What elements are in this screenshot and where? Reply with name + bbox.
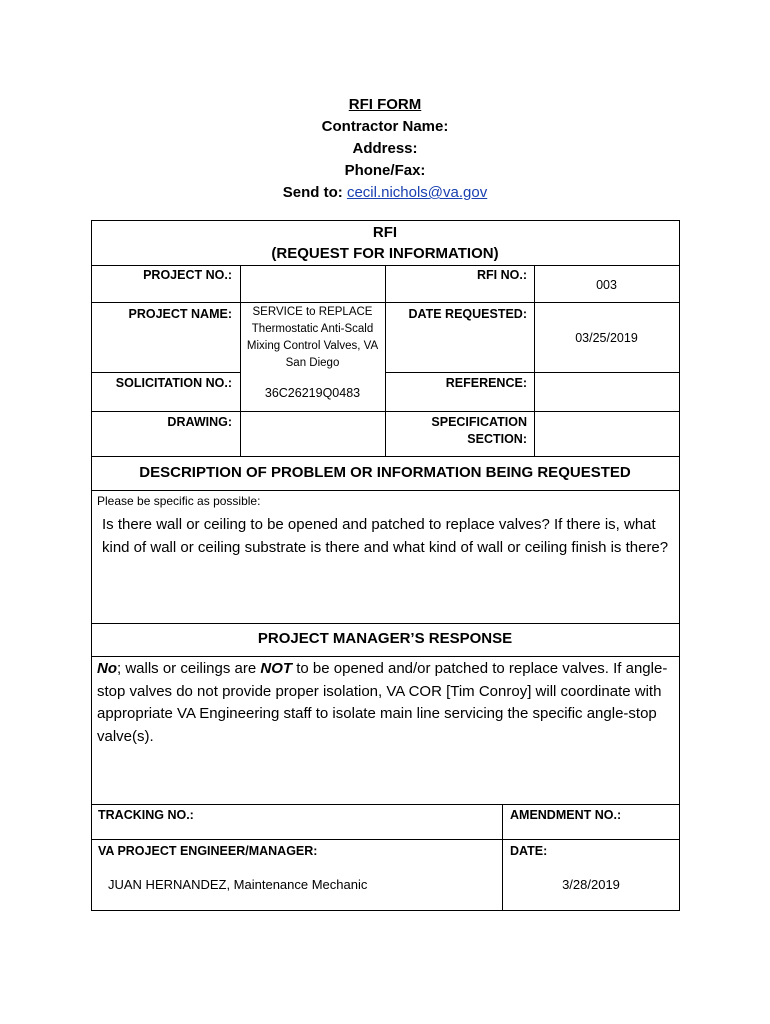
date-requested-label: DATE REQUESTED: [408, 307, 527, 321]
date-field[interactable]: 3/28/2019 [562, 877, 620, 892]
divider [91, 456, 679, 457]
response-not-word: NOT [260, 660, 293, 677]
rfi-no-field[interactable]: 003 [596, 278, 617, 292]
phone-fax-label: Phone/Fax: [344, 162, 426, 179]
tracking-no-label: TRACKING NO.: [98, 808, 194, 822]
divider [91, 302, 679, 303]
send-to-label: Send to: [282, 184, 343, 201]
response-no-word: No [97, 660, 117, 677]
rfi-title: RFI [372, 224, 398, 241]
response-text[interactable] [97, 658, 675, 748]
specification-section-label [389, 415, 527, 446]
form-title: RFI FORM [348, 96, 422, 113]
response-part1: ; walls or ceilings are [117, 660, 261, 677]
date-label: DATE: [510, 844, 548, 858]
solicitation-no-label: SOLICITATION NO.: [115, 376, 232, 390]
specification-label-line2: SECTION: [467, 432, 527, 446]
divider [385, 265, 386, 456]
send-to-line [0, 184, 770, 201]
divider [240, 265, 241, 456]
project-name-field[interactable]: SERVICE to REPLACE Thermostatic Anti-Scald Mixing Control Valves, VA San Diego [246, 306, 379, 369]
amendment-no-label: AMENDMENT NO.: [510, 808, 622, 822]
description-instruction: Please be specific as possible: [97, 494, 261, 508]
divider [385, 372, 679, 373]
engineer-label: VA PROJECT ENGINEER/MANAGER: [98, 844, 318, 858]
response-heading: PROJECT MANAGER’S RESPONSE [257, 630, 513, 647]
address-label: Address: [352, 140, 418, 157]
date-requested-field[interactable]: 03/25/2019 [575, 331, 638, 345]
divider [91, 411, 679, 412]
divider [534, 265, 535, 456]
solicitation-no-field[interactable]: 36C26219Q0483 [264, 386, 361, 400]
divider [502, 804, 503, 910]
divider [91, 656, 679, 657]
divider [91, 623, 679, 624]
rfi-no-label: RFI NO.: [477, 268, 527, 282]
divider [91, 490, 679, 491]
divider [91, 804, 679, 805]
response-part2: to be opened and/or patched to replace valves. If angle-stop valves do not provide proper isolation, VA COR [Tim Conroy] will coordinate with appropriate VA Engineering staff to isolate main line servicing the specific angle-stop valve(s). [97, 660, 668, 745]
drawing-label: DRAWING: [167, 415, 232, 429]
specification-label-line1: SPECIFICATION [431, 415, 527, 429]
description-text[interactable]: Is there wall or ceiling to be opened and patched to replace valves? If there is, what kind of wall or ceiling substrate is there and what kind of wall or ceiling finish is there? [102, 516, 669, 556]
send-to-email-link[interactable]: cecil.nichols@va.gov [346, 184, 488, 201]
description-heading: DESCRIPTION OF PROBLEM OR INFORMATION BEING REQUESTED [139, 464, 631, 481]
project-name-label: PROJECT NAME: [128, 307, 232, 321]
divider [91, 839, 679, 840]
rfi-subtitle: (REQUEST FOR INFORMATION) [271, 245, 499, 262]
engineer-name-field[interactable]: JUAN HERNANDEZ, Maintenance Mechanic [108, 877, 368, 892]
reference-label: REFERENCE: [445, 376, 527, 390]
contractor-name-label: Contractor Name: [321, 118, 449, 135]
project-no-label: PROJECT NO.: [143, 268, 232, 282]
divider [91, 372, 240, 373]
